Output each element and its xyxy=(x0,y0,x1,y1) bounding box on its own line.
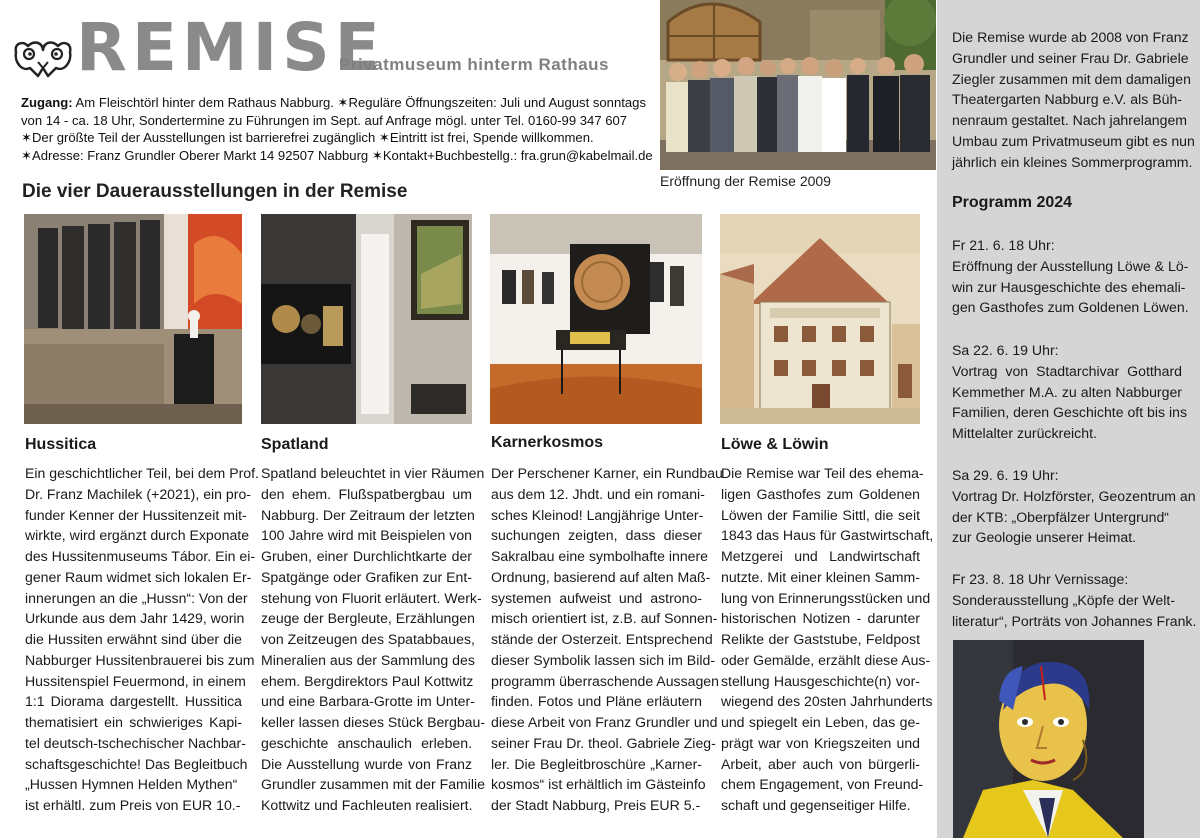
text-line: des Hussitenmuseums Tábor. Ein ei- xyxy=(25,548,256,564)
text-line: prägt war von Kriegszeiten und xyxy=(721,734,920,751)
text-line: seiner Frau Dr. theol. Gabriele Zieg- xyxy=(491,734,716,751)
text-line: Ziegler zusammen mit dem damaligen xyxy=(952,70,1191,87)
text-line: jährlich ein kleines Sommerprogramm. xyxy=(952,153,1193,170)
text-line: ler. Die Begleitbroschüre „Karner- xyxy=(491,755,702,772)
text-line: dieser Symbolik lassen sich im Bild- xyxy=(491,651,716,668)
text-line: Die Remise wurde ab 2008 von Franz xyxy=(952,29,1189,45)
text-line: stehung von Fluorit erläutert. Werk- xyxy=(261,589,482,606)
exhibit-title-spatland: Spatland xyxy=(261,436,329,453)
event-line: literatur“, Porträts von Johannes Frank. xyxy=(952,612,1197,629)
text-line: Arbeit, aber auch von bürgerli- xyxy=(721,755,920,772)
program-title: Programm 2024 xyxy=(952,194,1073,211)
text-line: Grundler zusammen mit der Familie xyxy=(261,776,485,793)
text-line: 1:1 Diorama dargestellt. Hussitica xyxy=(25,693,242,710)
text-line: Löwen der Familie Sittl, die seit xyxy=(721,506,920,523)
event-line: gen Gasthofes zum Goldenen Löwen. xyxy=(952,299,1189,316)
exhibit-title-hussitica: Hussitica xyxy=(25,436,97,453)
event-line: Vortrag Dr. Holzförster, Geozentrum an xyxy=(952,487,1196,504)
text-line: „Hussen Hymnen Helden Mythen“ xyxy=(25,776,238,793)
text-line: Dr. Franz Machilek (+2021), ein pro- xyxy=(25,485,251,502)
text-line: geschichte anschaulich erleben. xyxy=(261,734,472,751)
page-title: REMISE xyxy=(76,9,385,86)
text-line: systemen aufweist und astrono- xyxy=(491,589,702,606)
spatland-photo xyxy=(261,214,472,424)
text-line: sches Kleinod! Langjährige Unter- xyxy=(491,506,704,523)
text-line: oder Gemälde, erzählt diese Aus- xyxy=(721,651,931,668)
info-line: ✶Der größte Teil der Ausstellungen ist barrierefrei zugänglich ✶Eintritt ist frei, Spende willkommen. xyxy=(21,130,594,145)
event-date: Sa 29. 6. 19 Uhr: xyxy=(952,467,1059,483)
exhibit-text-hussitica xyxy=(25,463,259,816)
text-line: 100 Jahre wird mit Beispielen von xyxy=(261,527,472,544)
exhibit-text-karnerkosmos xyxy=(491,463,723,816)
text-line: und spiegelt ein Leben, das ge- xyxy=(721,714,920,730)
text-line: Mineralien aus der Sammlung des xyxy=(261,651,475,668)
info-line xyxy=(21,94,661,112)
text-line: suchungen zeigten, dass dieser xyxy=(491,527,702,544)
info-line: ✶Adresse: Franz Grundler Oberer Markt 14 92507 Nabburg ✶Kontakt+Buchbestellg.: fra.grun@kabelmail.de xyxy=(21,147,653,163)
event-line: win zur Hausgeschichte des ehemali- xyxy=(952,278,1186,295)
text-line: keller lassen dieses Stück Bergbau- xyxy=(261,714,486,730)
text-line: 1843 das Haus für Gastwirtschaft, xyxy=(721,527,934,544)
exhibit-title-karnerkosmos: Karnerkosmos xyxy=(491,434,604,451)
event-line: der KTB: „Oberpfälzer Untergrund“ xyxy=(952,508,1169,525)
event-line: Eröffnung der Ausstellung Löwe & Lö- xyxy=(952,257,1189,274)
text-line: Sakralbau eine symbolhafte innere xyxy=(491,548,709,564)
text-line: Kottwitz und Fachleuten realisiert. xyxy=(261,797,473,813)
text-line: stände der Osterzeit. Entsprechend xyxy=(491,631,713,647)
hussitica-photo xyxy=(24,214,242,424)
program-event xyxy=(952,340,1188,444)
text-line: Umbau zum Privatmuseum gibt es nun xyxy=(952,132,1195,149)
section-title: Die vier Dauerausstellungen in der Remise xyxy=(22,181,408,202)
loewe-loewin-painting xyxy=(720,214,920,424)
text-line: programm überraschende Aussagen xyxy=(491,672,719,689)
karnerkosmos-photo xyxy=(490,214,702,424)
event-line: Vortrag von Stadtarchivar Gotthard xyxy=(952,362,1182,379)
owl-logo-icon xyxy=(12,38,74,78)
sidebar-intro xyxy=(952,27,1195,173)
text-line: Grundler und seiner Frau Dr. Gabriele xyxy=(952,49,1189,66)
text-line: ist erhältl. zum Preis von EUR 10.- xyxy=(25,797,241,813)
text-line: lung von Erinnerungsstücken und xyxy=(721,589,931,606)
text-line: Urkunde aus dem Jahr 1429, worin xyxy=(25,610,245,627)
text-line: historischen Notizen - darunter xyxy=(721,610,920,627)
text-line: funder Kenner der Hussitenzeit mit- xyxy=(25,506,247,523)
text-line: nenraum gestaltet. Nach jahrelangem xyxy=(952,112,1188,129)
text-line: innerungen an die „Hussn“: Von der xyxy=(25,589,248,606)
exhibit-text-loewe-loewin xyxy=(721,463,934,816)
text-line: wiegend des 20sten Jahrhunderts xyxy=(721,693,933,710)
text-line: thematisiert ein schwieriges Kapi- xyxy=(25,714,242,730)
text-line: den ehem. Flußspatbergbau um xyxy=(261,485,472,502)
text-line: Theatergarten Nabburg e.V. als Büh- xyxy=(952,91,1182,108)
info-line: von 14 - ca. 18 Uhr, Sondertermine zu Führungen im Sept. auf Anfrage mögl. unter Tel. 0160-99 347 607 xyxy=(21,112,628,128)
text-line: Spatland beleuchtet in vier Räumen xyxy=(261,465,485,481)
text-line: Metzgerei und Landwirtschaft xyxy=(721,548,920,564)
exhibit-title-loewe-loewin: Löwe & Löwin xyxy=(721,436,829,453)
event-date: Fr 23. 8. 18 Uhr Vernissage: xyxy=(952,571,1129,587)
text-line: finden. Fotos und Pläne erläutern xyxy=(491,693,702,710)
text-line: gener Raum widmet sich lokalen Er- xyxy=(25,568,252,585)
text-line: die Hussiten erwähnt sind über die xyxy=(25,631,242,647)
text-line: kosmos“ ist erhältlich im Gästeinfo xyxy=(491,776,706,793)
text-line: Die Ausstellung wurde von Franz xyxy=(261,755,472,772)
text-line: misch orientiert ist, z.B. auf Sonnen- xyxy=(491,610,718,627)
info-text: Am Fleischtörl hinter dem Rathaus Nabburg. ✶Reguläre Öffnungszeiten: Juli und August sonntags xyxy=(72,95,646,110)
text-line: stellung Hausgeschichte(n) vor- xyxy=(721,672,920,689)
text-line: schaftsgeschichte! Das Begleitbuch xyxy=(25,755,248,772)
text-line: zeuge der Bergleute, Erzählungen xyxy=(261,610,475,627)
text-line: nutzte. Mit einer kleinen Samm- xyxy=(721,568,920,585)
page-subtitle: Privatmuseum hinterm Rathaus xyxy=(339,55,610,74)
event-line: Kemmether M.A. zu alten Nabburger xyxy=(952,383,1182,400)
text-line: Hussitenspiel Feuermond, in einem xyxy=(25,672,246,689)
event-line: Sonderausstellung „Köpfe der Welt- xyxy=(952,591,1176,608)
text-line: chem Engagement, von Freund- xyxy=(721,776,924,793)
program-event xyxy=(952,465,1196,548)
portrait-painting xyxy=(953,640,1144,838)
text-line: Der Perschener Karner, ein Rundbau xyxy=(491,465,723,481)
opening-photo-caption: Eröffnung der Remise 2009 xyxy=(660,173,831,189)
event-line: Familien, deren Geschichte oft bis ins xyxy=(952,404,1188,421)
text-line: von Zeitzeugen des Spatabbaues, xyxy=(261,631,475,647)
program-event xyxy=(952,569,1197,631)
text-line: und eine Barbara-Grotte im Unter- xyxy=(261,693,475,710)
text-line: Nabburger Hussitenbrauerei bis zum xyxy=(25,651,255,668)
text-line: Relikte der Gaststube, Feldpost xyxy=(721,631,920,647)
text-line: Ordnung, basierend auf alten Maß- xyxy=(491,568,711,585)
text-line: tel deutsch-tschechischer Nachbar- xyxy=(25,734,246,751)
text-line: Ein geschichtlicher Teil, bei dem Prof. xyxy=(25,465,259,481)
visitor-info xyxy=(21,94,661,164)
text-line: aus dem 12. Jhdt. und ein romani- xyxy=(491,485,705,502)
text-line: Spatgänge oder Grafiken zur Ent- xyxy=(261,568,472,585)
event-date: Sa 22. 6. 19 Uhr: xyxy=(952,342,1059,358)
text-line: ligen Gasthofes zum Goldenen xyxy=(721,485,920,502)
opening-photo xyxy=(660,0,936,170)
event-line: Mittelalter zurückreicht. xyxy=(952,425,1097,442)
info-label: Zugang: xyxy=(21,95,73,110)
text-line: diese Arbeit von Franz Grundler und xyxy=(491,714,718,730)
event-line: zur Geologie unserer Heimat. xyxy=(952,529,1137,546)
text-line: Gruben, einer Durchlichtkarte der xyxy=(261,548,472,564)
text-line: Die Remise war Teil des ehema- xyxy=(721,465,924,481)
text-line: wirkte, wird ergänzt durch Exponate xyxy=(25,527,250,544)
text-line: schaft und gegenseitiger Hilfe. xyxy=(721,797,911,813)
text-line: der Stadt Nabburg, Preis EUR 5.- xyxy=(491,797,701,813)
exhibit-text-spatland xyxy=(261,463,486,816)
event-date: Fr 21. 6. 18 Uhr: xyxy=(952,237,1055,253)
program-event xyxy=(952,235,1189,318)
text-line: Nabburg. Der Zeitraum der letzten xyxy=(261,506,475,523)
text-line: ehem. Bergdirektors Paul Kottwitz xyxy=(261,672,474,689)
